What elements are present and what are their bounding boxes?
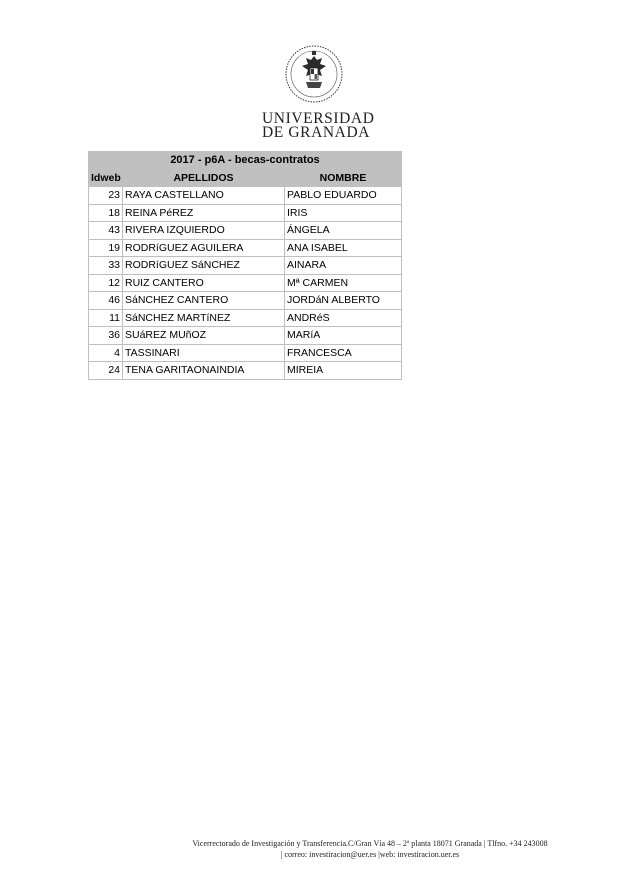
cell-idweb: 24	[89, 362, 123, 380]
cell-apellidos: RIVERA IZQUIERDO	[123, 222, 285, 240]
cell-idweb: 11	[89, 309, 123, 327]
cell-apellidos: RODRíGUEZ SáNCHEZ	[123, 257, 285, 275]
cell-nombre: Mª CARMEN	[285, 274, 402, 292]
footer-address: Vicerrectorado de Investigación y Transferencia.C/Gran Vía 48 – 2ª planta 18071 Granada | Tlfno. +34 243008	[192, 839, 548, 848]
university-logo	[262, 44, 375, 141]
cell-idweb: 19	[89, 239, 123, 257]
cell-nombre: IRIS	[285, 204, 402, 222]
table-title: 2017 - p6A - becas-contratos	[89, 152, 402, 170]
table-row	[89, 204, 402, 222]
cell-apellidos: REINA PéREZ	[123, 204, 285, 222]
table-row	[89, 222, 402, 240]
university-name	[262, 110, 375, 141]
cell-idweb: 18	[89, 204, 123, 222]
column-header-nombre: NOMBRE	[285, 169, 402, 187]
cell-nombre: JORDáN ALBERTO	[285, 292, 402, 310]
cell-apellidos: RODRíGUEZ AGUILERA	[123, 239, 285, 257]
table-row	[89, 239, 402, 257]
cell-nombre: AINARA	[285, 257, 402, 275]
cell-nombre: ÁNGELA	[285, 222, 402, 240]
cell-idweb: 43	[89, 222, 123, 240]
table-row	[89, 327, 402, 345]
page-footer	[150, 838, 590, 860]
table-row	[89, 362, 402, 380]
becas-table	[88, 151, 402, 380]
cell-apellidos: SUáREZ MUñOZ	[123, 327, 285, 345]
cell-apellidos: TASSINARI	[123, 344, 285, 362]
university-seal-icon	[284, 44, 344, 104]
cell-nombre: ANDRéS	[285, 309, 402, 327]
cell-idweb: 36	[89, 327, 123, 345]
table-row	[89, 187, 402, 205]
cell-idweb: 46	[89, 292, 123, 310]
table-row	[89, 292, 402, 310]
table-row	[89, 309, 402, 327]
cell-idweb: 4	[89, 344, 123, 362]
university-name-line2: DE GRANADA	[262, 124, 371, 141]
cell-apellidos: SáNCHEZ CANTERO	[123, 292, 285, 310]
table-row	[89, 257, 402, 275]
cell-nombre: FRANCESCA	[285, 344, 402, 362]
table-row	[89, 274, 402, 292]
cell-nombre: ANA ISABEL	[285, 239, 402, 257]
cell-apellidos: RAYA CASTELLANO	[123, 187, 285, 205]
cell-idweb: 23	[89, 187, 123, 205]
cell-nombre: MARíA	[285, 327, 402, 345]
table-row	[89, 344, 402, 362]
column-header-apellidos: APELLIDOS	[123, 169, 285, 187]
university-name-line1: UNIVERSIDAD	[262, 110, 375, 127]
footer-contact: | correo: investiracion@uer.es |web: investiracion.uer.es	[280, 850, 460, 859]
cell-idweb: 12	[89, 274, 123, 292]
cell-nombre: MIREIA	[285, 362, 402, 380]
cell-apellidos: RUIZ CANTERO	[123, 274, 285, 292]
cell-nombre: PABLO EDUARDO	[285, 187, 402, 205]
cell-apellidos: SáNCHEZ MARTíNEZ	[123, 309, 285, 327]
column-header-idweb: Idweb	[89, 169, 123, 187]
cell-apellidos: TENA GARITAONAINDIA	[123, 362, 285, 380]
cell-idweb: 33	[89, 257, 123, 275]
